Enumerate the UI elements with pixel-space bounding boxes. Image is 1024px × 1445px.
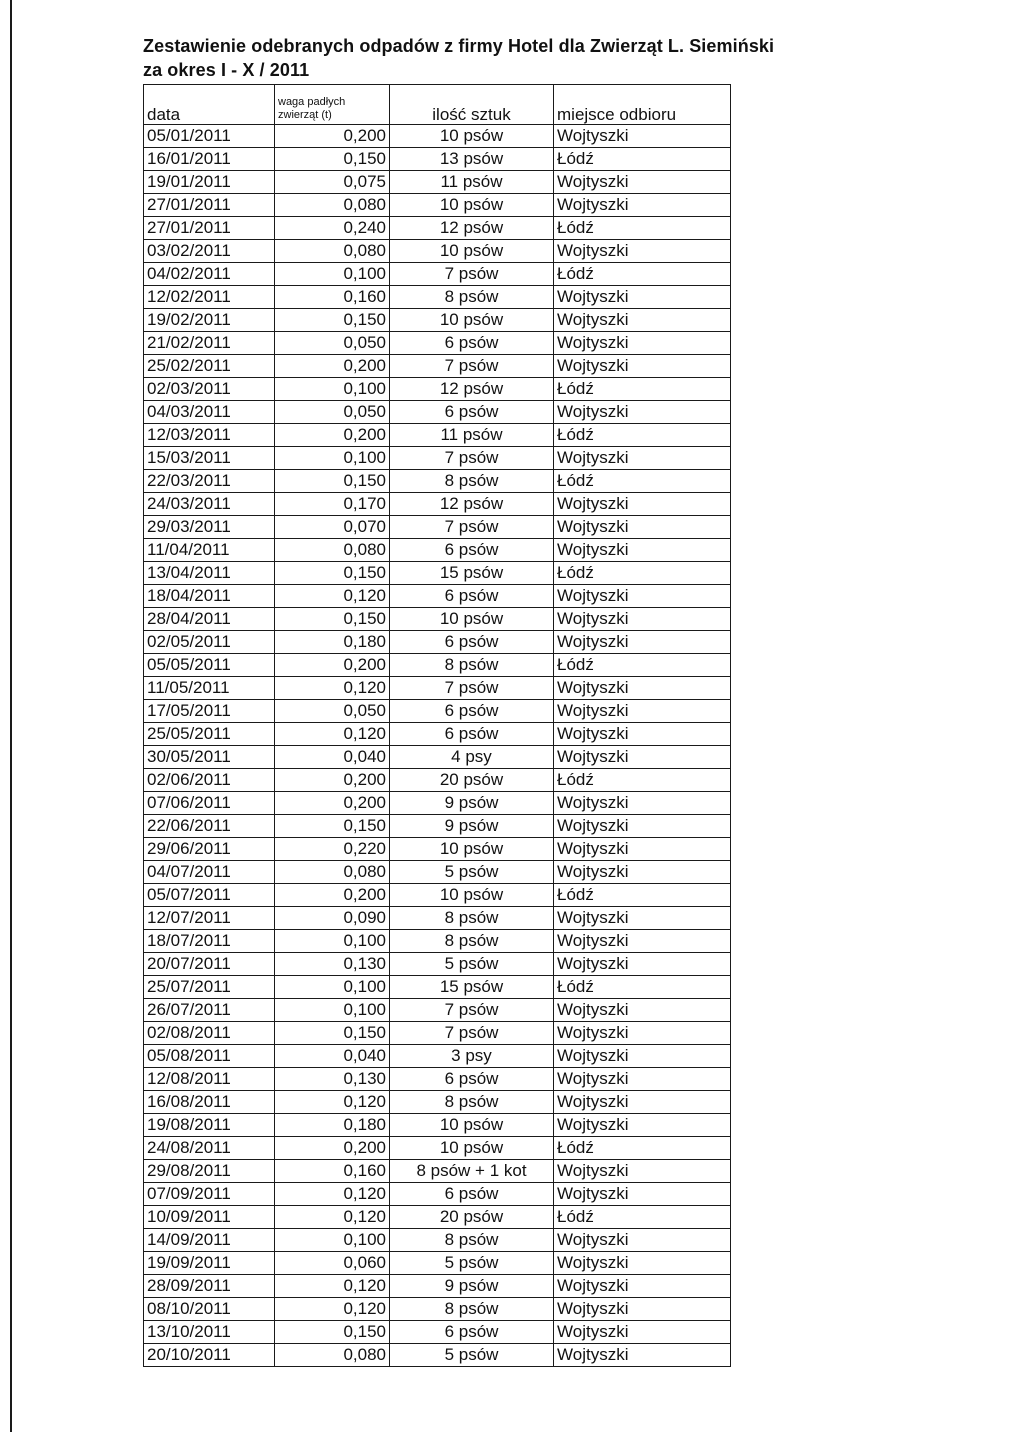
cell-count: 6 psów xyxy=(390,585,554,608)
cell-weight: 0,130 xyxy=(275,953,390,976)
scan-left-border xyxy=(10,0,12,1432)
cell-place: Łódź xyxy=(554,1137,731,1160)
cell-date: 05/07/2011 xyxy=(144,884,275,907)
cell-weight: 0,130 xyxy=(275,1068,390,1091)
cell-count: 5 psów xyxy=(390,953,554,976)
cell-place: Łódź xyxy=(554,562,731,585)
cell-weight: 0,100 xyxy=(275,976,390,999)
table-row xyxy=(144,769,731,792)
cell-count: 7 psów xyxy=(390,999,554,1022)
table-row xyxy=(144,815,731,838)
cell-date: 18/07/2011 xyxy=(144,930,275,953)
cell-date: 20/07/2011 xyxy=(144,953,275,976)
cell-place: Wojtyszki xyxy=(554,861,731,884)
table-row xyxy=(144,1114,731,1137)
table-row xyxy=(144,286,731,309)
cell-weight: 0,060 xyxy=(275,1252,390,1275)
cell-date: 12/08/2011 xyxy=(144,1068,275,1091)
cell-date: 27/01/2011 xyxy=(144,217,275,240)
cell-place: Wojtyszki xyxy=(554,838,731,861)
cell-date: 24/08/2011 xyxy=(144,1137,275,1160)
cell-weight: 0,080 xyxy=(275,240,390,263)
cell-count: 4 psy xyxy=(390,746,554,769)
table-row xyxy=(144,148,731,171)
cell-count: 7 psów xyxy=(390,355,554,378)
table-row xyxy=(144,677,731,700)
cell-place: Łódź xyxy=(554,378,731,401)
cell-place: Wojtyszki xyxy=(554,1298,731,1321)
cell-weight: 0,080 xyxy=(275,1344,390,1367)
cell-weight: 0,160 xyxy=(275,286,390,309)
table-row xyxy=(144,1344,731,1367)
table-row xyxy=(144,378,731,401)
table-row xyxy=(144,1206,731,1229)
cell-count: 11 psów xyxy=(390,171,554,194)
table-row xyxy=(144,516,731,539)
cell-weight: 0,100 xyxy=(275,930,390,953)
table-row xyxy=(144,700,731,723)
cell-place: Łódź xyxy=(554,654,731,677)
cell-count: 6 psów xyxy=(390,1321,554,1344)
cell-date: 13/10/2011 xyxy=(144,1321,275,1344)
cell-weight: 0,080 xyxy=(275,861,390,884)
cell-count: 10 psów xyxy=(390,838,554,861)
cell-place: Łódź xyxy=(554,424,731,447)
cell-date: 28/09/2011 xyxy=(144,1275,275,1298)
cell-date: 05/05/2011 xyxy=(144,654,275,677)
cell-weight: 0,150 xyxy=(275,1022,390,1045)
cell-weight: 0,100 xyxy=(275,999,390,1022)
cell-weight: 0,170 xyxy=(275,493,390,516)
cell-place: Wojtyszki xyxy=(554,1114,731,1137)
cell-date: 12/03/2011 xyxy=(144,424,275,447)
cell-place: Wojtyszki xyxy=(554,1344,731,1367)
cell-date: 26/07/2011 xyxy=(144,999,275,1022)
cell-count: 15 psów xyxy=(390,976,554,999)
cell-weight: 0,200 xyxy=(275,125,390,148)
cell-count: 8 psów xyxy=(390,1298,554,1321)
cell-place: Wojtyszki xyxy=(554,1045,731,1068)
table-row xyxy=(144,240,731,263)
table-row xyxy=(144,1252,731,1275)
cell-place: Wojtyszki xyxy=(554,309,731,332)
header-row xyxy=(144,85,731,125)
cell-date: 30/05/2011 xyxy=(144,746,275,769)
cell-count: 6 psów xyxy=(390,1183,554,1206)
cell-weight: 0,200 xyxy=(275,654,390,677)
cell-weight: 0,070 xyxy=(275,516,390,539)
cell-count: 3 psy xyxy=(390,1045,554,1068)
table-row xyxy=(144,1298,731,1321)
table-row xyxy=(144,539,731,562)
cell-count: 9 psów xyxy=(390,815,554,838)
cell-weight: 0,150 xyxy=(275,815,390,838)
table-row xyxy=(144,217,731,240)
cell-date: 07/09/2011 xyxy=(144,1183,275,1206)
cell-weight: 0,090 xyxy=(275,907,390,930)
cell-date: 25/02/2011 xyxy=(144,355,275,378)
cell-date: 22/06/2011 xyxy=(144,815,275,838)
cell-date: 18/04/2011 xyxy=(144,585,275,608)
cell-place: Wojtyszki xyxy=(554,125,731,148)
cell-weight: 0,050 xyxy=(275,332,390,355)
cell-place: Wojtyszki xyxy=(554,1229,731,1252)
table-row xyxy=(144,562,731,585)
cell-count: 12 psów xyxy=(390,217,554,240)
cell-place: Wojtyszki xyxy=(554,194,731,217)
cell-count: 6 psów xyxy=(390,332,554,355)
cell-count: 7 psów xyxy=(390,516,554,539)
cell-place: Wojtyszki xyxy=(554,907,731,930)
cell-count: 8 psów xyxy=(390,654,554,677)
cell-place: Łódź xyxy=(554,884,731,907)
cell-date: 11/04/2011 xyxy=(144,539,275,562)
table-row xyxy=(144,1045,731,1068)
cell-count: 10 psów xyxy=(390,309,554,332)
table-row xyxy=(144,1160,731,1183)
cell-weight: 0,150 xyxy=(275,608,390,631)
table-row xyxy=(144,493,731,516)
cell-place: Wojtyszki xyxy=(554,746,731,769)
table-row xyxy=(144,1137,731,1160)
cell-weight: 0,080 xyxy=(275,194,390,217)
cell-date: 19/08/2011 xyxy=(144,1114,275,1137)
table-row xyxy=(144,953,731,976)
cell-date: 04/03/2011 xyxy=(144,401,275,424)
cell-count: 6 psów xyxy=(390,631,554,654)
cell-count: 8 psów xyxy=(390,1229,554,1252)
cell-date: 19/02/2011 xyxy=(144,309,275,332)
cell-weight: 0,120 xyxy=(275,677,390,700)
cell-weight: 0,120 xyxy=(275,585,390,608)
cell-count: 8 psów + 1 kot xyxy=(390,1160,554,1183)
cell-count: 5 psów xyxy=(390,1252,554,1275)
cell-weight: 0,050 xyxy=(275,700,390,723)
cell-date: 16/08/2011 xyxy=(144,1091,275,1114)
cell-date: 21/02/2011 xyxy=(144,332,275,355)
table-row xyxy=(144,171,731,194)
cell-date: 02/08/2011 xyxy=(144,1022,275,1045)
table-row xyxy=(144,861,731,884)
cell-count: 6 psów xyxy=(390,401,554,424)
header-weight: waga padłych zwierząt (t) xyxy=(275,85,390,125)
cell-count: 9 psów xyxy=(390,792,554,815)
cell-place: Wojtyszki xyxy=(554,286,731,309)
table-row xyxy=(144,1068,731,1091)
cell-weight: 0,200 xyxy=(275,424,390,447)
table-row xyxy=(144,194,731,217)
waste-collection-table xyxy=(143,84,731,1367)
table-body xyxy=(144,125,731,1367)
cell-date: 17/05/2011 xyxy=(144,700,275,723)
table-row xyxy=(144,884,731,907)
cell-date: 24/03/2011 xyxy=(144,493,275,516)
cell-count: 6 psów xyxy=(390,723,554,746)
cell-place: Łódź xyxy=(554,976,731,999)
table-row xyxy=(144,930,731,953)
cell-count: 11 psów xyxy=(390,424,554,447)
cell-count: 7 psów xyxy=(390,677,554,700)
cell-date: 02/05/2011 xyxy=(144,631,275,654)
table-row xyxy=(144,447,731,470)
cell-date: 05/08/2011 xyxy=(144,1045,275,1068)
cell-count: 8 psów xyxy=(390,907,554,930)
cell-count: 20 psów xyxy=(390,769,554,792)
cell-date: 10/09/2011 xyxy=(144,1206,275,1229)
cell-count: 10 psów xyxy=(390,194,554,217)
table-row xyxy=(144,125,731,148)
cell-place: Łódź xyxy=(554,769,731,792)
cell-place: Wojtyszki xyxy=(554,1183,731,1206)
cell-place: Wojtyszki xyxy=(554,1068,731,1091)
cell-date: 29/03/2011 xyxy=(144,516,275,539)
header-place: miejsce odbioru xyxy=(554,85,731,125)
table-row xyxy=(144,976,731,999)
cell-count: 5 psów xyxy=(390,861,554,884)
cell-weight: 0,075 xyxy=(275,171,390,194)
table-row xyxy=(144,470,731,493)
table-row xyxy=(144,332,731,355)
cell-count: 10 psów xyxy=(390,608,554,631)
cell-weight: 0,150 xyxy=(275,148,390,171)
cell-date: 20/10/2011 xyxy=(144,1344,275,1367)
table-row xyxy=(144,1022,731,1045)
header-count: ilość sztuk xyxy=(390,85,554,125)
cell-place: Wojtyszki xyxy=(554,1022,731,1045)
cell-count: 9 psów xyxy=(390,1275,554,1298)
table-row xyxy=(144,1183,731,1206)
cell-count: 7 psów xyxy=(390,447,554,470)
cell-date: 19/09/2011 xyxy=(144,1252,275,1275)
table-row xyxy=(144,907,731,930)
cell-weight: 0,120 xyxy=(275,723,390,746)
table-row xyxy=(144,1321,731,1344)
cell-weight: 0,050 xyxy=(275,401,390,424)
table-row xyxy=(144,608,731,631)
cell-place: Wojtyszki xyxy=(554,1091,731,1114)
cell-date: 02/06/2011 xyxy=(144,769,275,792)
cell-count: 15 psów xyxy=(390,562,554,585)
document-header xyxy=(143,34,943,82)
cell-place: Wojtyszki xyxy=(554,240,731,263)
table-row xyxy=(144,654,731,677)
cell-weight: 0,100 xyxy=(275,1229,390,1252)
table-row xyxy=(144,999,731,1022)
cell-place: Wojtyszki xyxy=(554,700,731,723)
cell-date: 07/06/2011 xyxy=(144,792,275,815)
cell-weight: 0,150 xyxy=(275,309,390,332)
cell-place: Wojtyszki xyxy=(554,677,731,700)
cell-weight: 0,240 xyxy=(275,217,390,240)
cell-place: Wojtyszki xyxy=(554,723,731,746)
table-row xyxy=(144,838,731,861)
cell-place: Wojtyszki xyxy=(554,999,731,1022)
cell-place: Wojtyszki xyxy=(554,493,731,516)
cell-place: Wojtyszki xyxy=(554,171,731,194)
cell-place: Wojtyszki xyxy=(554,1321,731,1344)
cell-date: 02/03/2011 xyxy=(144,378,275,401)
cell-weight: 0,040 xyxy=(275,746,390,769)
cell-weight: 0,120 xyxy=(275,1183,390,1206)
cell-place: Wojtyszki xyxy=(554,332,731,355)
cell-date: 29/06/2011 xyxy=(144,838,275,861)
cell-date: 08/10/2011 xyxy=(144,1298,275,1321)
cell-date: 15/03/2011 xyxy=(144,447,275,470)
cell-place: Wojtyszki xyxy=(554,447,731,470)
cell-place: Łódź xyxy=(554,148,731,171)
cell-date: 04/07/2011 xyxy=(144,861,275,884)
cell-place: Łódź xyxy=(554,1206,731,1229)
cell-weight: 0,200 xyxy=(275,355,390,378)
cell-date: 12/07/2011 xyxy=(144,907,275,930)
table-row xyxy=(144,355,731,378)
cell-place: Wojtyszki xyxy=(554,930,731,953)
cell-place: Wojtyszki xyxy=(554,1275,731,1298)
cell-count: 10 psów xyxy=(390,1114,554,1137)
cell-date: 11/05/2011 xyxy=(144,677,275,700)
cell-count: 6 psów xyxy=(390,700,554,723)
cell-weight: 0,200 xyxy=(275,769,390,792)
cell-place: Wojtyszki xyxy=(554,631,731,654)
cell-count: 20 psów xyxy=(390,1206,554,1229)
cell-count: 7 psów xyxy=(390,263,554,286)
cell-date: 16/01/2011 xyxy=(144,148,275,171)
cell-weight: 0,200 xyxy=(275,884,390,907)
cell-date: 12/02/2011 xyxy=(144,286,275,309)
cell-count: 12 psów xyxy=(390,493,554,516)
document-period: za okres I - X / 2011 xyxy=(143,60,310,80)
cell-count: 8 psów xyxy=(390,930,554,953)
cell-weight: 0,180 xyxy=(275,1114,390,1137)
table-row xyxy=(144,723,731,746)
cell-place: Wojtyszki xyxy=(554,792,731,815)
table-header xyxy=(144,85,731,125)
cell-place: Wojtyszki xyxy=(554,516,731,539)
cell-count: 10 psów xyxy=(390,1137,554,1160)
cell-count: 6 psów xyxy=(390,539,554,562)
cell-weight: 0,200 xyxy=(275,792,390,815)
cell-weight: 0,100 xyxy=(275,378,390,401)
cell-place: Łódź xyxy=(554,217,731,240)
cell-count: 7 psów xyxy=(390,1022,554,1045)
cell-place: Wojtyszki xyxy=(554,585,731,608)
table-row xyxy=(144,1091,731,1114)
cell-weight: 0,180 xyxy=(275,631,390,654)
cell-weight: 0,100 xyxy=(275,447,390,470)
cell-place: Wojtyszki xyxy=(554,401,731,424)
table-row xyxy=(144,585,731,608)
table-row xyxy=(144,401,731,424)
cell-date: 13/04/2011 xyxy=(144,562,275,585)
cell-place: Wojtyszki xyxy=(554,355,731,378)
cell-place: Wojtyszki xyxy=(554,1252,731,1275)
cell-weight: 0,200 xyxy=(275,1137,390,1160)
cell-count: 10 psów xyxy=(390,240,554,263)
table-row xyxy=(144,1275,731,1298)
table-row xyxy=(144,631,731,654)
cell-date: 22/03/2011 xyxy=(144,470,275,493)
cell-count: 5 psów xyxy=(390,1344,554,1367)
table-row xyxy=(144,746,731,769)
cell-date: 27/01/2011 xyxy=(144,194,275,217)
document-title: Zestawienie odebranych odpadów z firmy Hotel dla Zwierząt L. Siemiński xyxy=(143,36,775,56)
cell-place: Wojtyszki xyxy=(554,815,731,838)
cell-date: 04/02/2011 xyxy=(144,263,275,286)
cell-count: 10 psów xyxy=(390,125,554,148)
cell-count: 10 psów xyxy=(390,884,554,907)
cell-date: 28/04/2011 xyxy=(144,608,275,631)
table-row xyxy=(144,309,731,332)
cell-count: 6 psów xyxy=(390,1068,554,1091)
cell-weight: 0,220 xyxy=(275,838,390,861)
cell-weight: 0,150 xyxy=(275,562,390,585)
table-row xyxy=(144,792,731,815)
cell-weight: 0,160 xyxy=(275,1160,390,1183)
cell-place: Wojtyszki xyxy=(554,608,731,631)
cell-count: 12 psów xyxy=(390,378,554,401)
cell-date: 29/08/2011 xyxy=(144,1160,275,1183)
cell-weight: 0,120 xyxy=(275,1206,390,1229)
table-row xyxy=(144,1229,731,1252)
cell-weight: 0,120 xyxy=(275,1091,390,1114)
cell-weight: 0,150 xyxy=(275,470,390,493)
cell-place: Wojtyszki xyxy=(554,1160,731,1183)
cell-count: 8 psów xyxy=(390,1091,554,1114)
cell-weight: 0,120 xyxy=(275,1275,390,1298)
header-date: data xyxy=(144,85,275,125)
cell-date: 25/05/2011 xyxy=(144,723,275,746)
table-row xyxy=(144,263,731,286)
cell-date: 03/02/2011 xyxy=(144,240,275,263)
cell-weight: 0,040 xyxy=(275,1045,390,1068)
cell-count: 13 psów xyxy=(390,148,554,171)
cell-date: 14/09/2011 xyxy=(144,1229,275,1252)
cell-weight: 0,120 xyxy=(275,1298,390,1321)
cell-count: 8 psów xyxy=(390,470,554,493)
cell-place: Łódź xyxy=(554,470,731,493)
cell-count: 8 psów xyxy=(390,286,554,309)
cell-place: Wojtyszki xyxy=(554,539,731,562)
cell-date: 05/01/2011 xyxy=(144,125,275,148)
cell-date: 25/07/2011 xyxy=(144,976,275,999)
cell-place: Łódź xyxy=(554,263,731,286)
cell-weight: 0,100 xyxy=(275,263,390,286)
table-row xyxy=(144,424,731,447)
cell-place: Wojtyszki xyxy=(554,953,731,976)
cell-date: 19/01/2011 xyxy=(144,171,275,194)
cell-weight: 0,080 xyxy=(275,539,390,562)
cell-weight: 0,150 xyxy=(275,1321,390,1344)
